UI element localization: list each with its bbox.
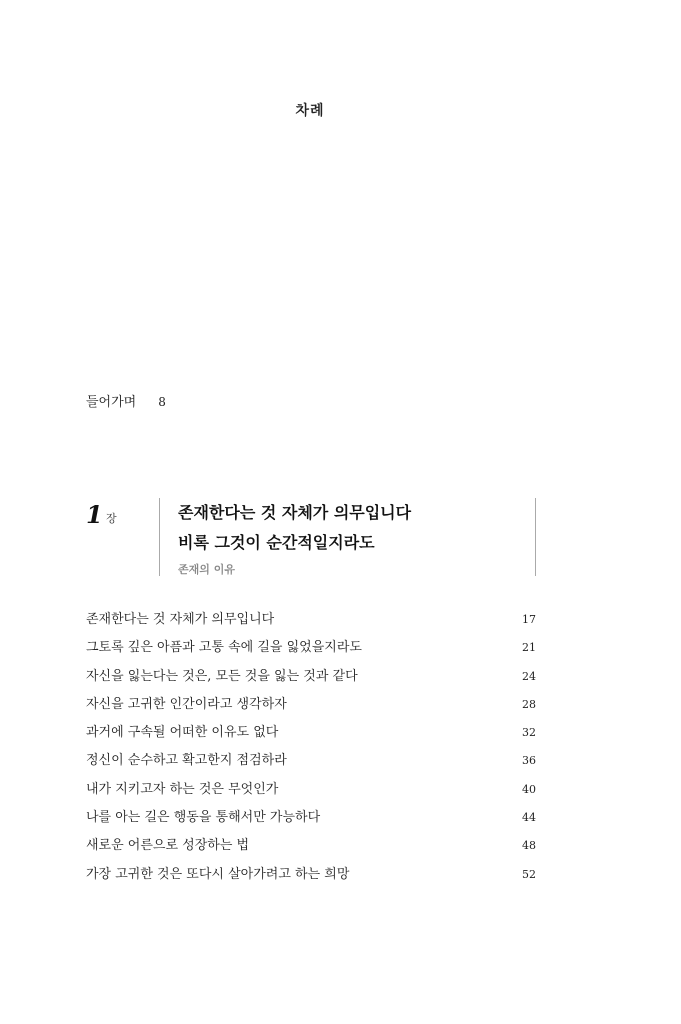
toc-entry-title: 내가 지키고자 하는 것은 무엇인가 bbox=[86, 781, 279, 797]
toc-entry[interactable] bbox=[86, 721, 536, 749]
toc-entry-page: 44 bbox=[522, 811, 536, 825]
toc-entry-page: 28 bbox=[522, 697, 536, 711]
toc-entry-title: 존재한다는 것 자체가 의무입니다 bbox=[86, 612, 275, 627]
toc-entry-title: 그토록 깊은 아픔과 고통 속에 길을 잃었을지라도 bbox=[86, 640, 362, 656]
chapter-suffix: 장 bbox=[106, 512, 117, 525]
toc-entry-page: 21 bbox=[522, 641, 536, 655]
toc-entry[interactable] bbox=[86, 636, 536, 664]
toc-entry[interactable] bbox=[86, 749, 536, 777]
chapter-title-line-2: 비록 그것이 순간적일지라도 bbox=[178, 533, 375, 552]
toc-intro-entry[interactable] bbox=[86, 391, 166, 410]
chapter-divider-right bbox=[535, 498, 536, 576]
toc-entry-page: 24 bbox=[522, 669, 536, 683]
toc-entry-page: 52 bbox=[522, 867, 536, 881]
toc-entry[interactable] bbox=[86, 608, 536, 636]
toc-entry[interactable] bbox=[86, 806, 536, 834]
toc-entry-title: 가장 고귀한 것은 또다시 살아가려고 하는 희망 bbox=[86, 866, 350, 882]
toc-entry[interactable] bbox=[86, 665, 536, 693]
toc-entry[interactable] bbox=[86, 863, 536, 891]
toc-entry-title: 자신을 고귀한 인간이라고 생각하자 bbox=[86, 696, 287, 712]
toc-entry-title: 새로운 어른으로 성장하는 법 bbox=[86, 838, 250, 854]
intro-page-number: 8 bbox=[158, 395, 166, 409]
chapter-subtitle: 존재의 이유 bbox=[178, 563, 235, 576]
toc-entry-page: 36 bbox=[522, 754, 536, 768]
chapter-title bbox=[178, 498, 411, 558]
toc-entry[interactable] bbox=[86, 693, 536, 721]
toc-entry-page: 48 bbox=[522, 839, 536, 853]
toc-entry-title: 나를 아는 길은 행동을 통해서만 가능하다 bbox=[86, 810, 321, 826]
toc-entry-title: 정신이 순수하고 확고한지 점검하라 bbox=[86, 753, 287, 769]
chapter-title-line-1: 존재한다는 것 자체가 의무입니다 bbox=[178, 503, 412, 522]
chapter-number: 1 bbox=[86, 500, 103, 529]
toc-entry[interactable] bbox=[86, 834, 536, 862]
toc-entry-page: 40 bbox=[522, 782, 536, 796]
toc-entry-title: 과거에 구속될 어떠한 이유도 없다 bbox=[86, 725, 279, 741]
toc-entry[interactable] bbox=[86, 778, 536, 806]
chapter-divider-left bbox=[159, 498, 160, 576]
toc-list bbox=[86, 608, 536, 891]
toc-entry-page: 17 bbox=[522, 613, 536, 626]
chapter-heading bbox=[86, 498, 536, 576]
intro-label: 들어가며 bbox=[86, 395, 137, 410]
toc-entry-title: 자신을 잃는다는 것은, 모든 것을 잃는 것과 같다 bbox=[86, 668, 358, 684]
page-title: 차례 bbox=[295, 103, 325, 119]
toc-entry-page: 32 bbox=[522, 726, 536, 740]
